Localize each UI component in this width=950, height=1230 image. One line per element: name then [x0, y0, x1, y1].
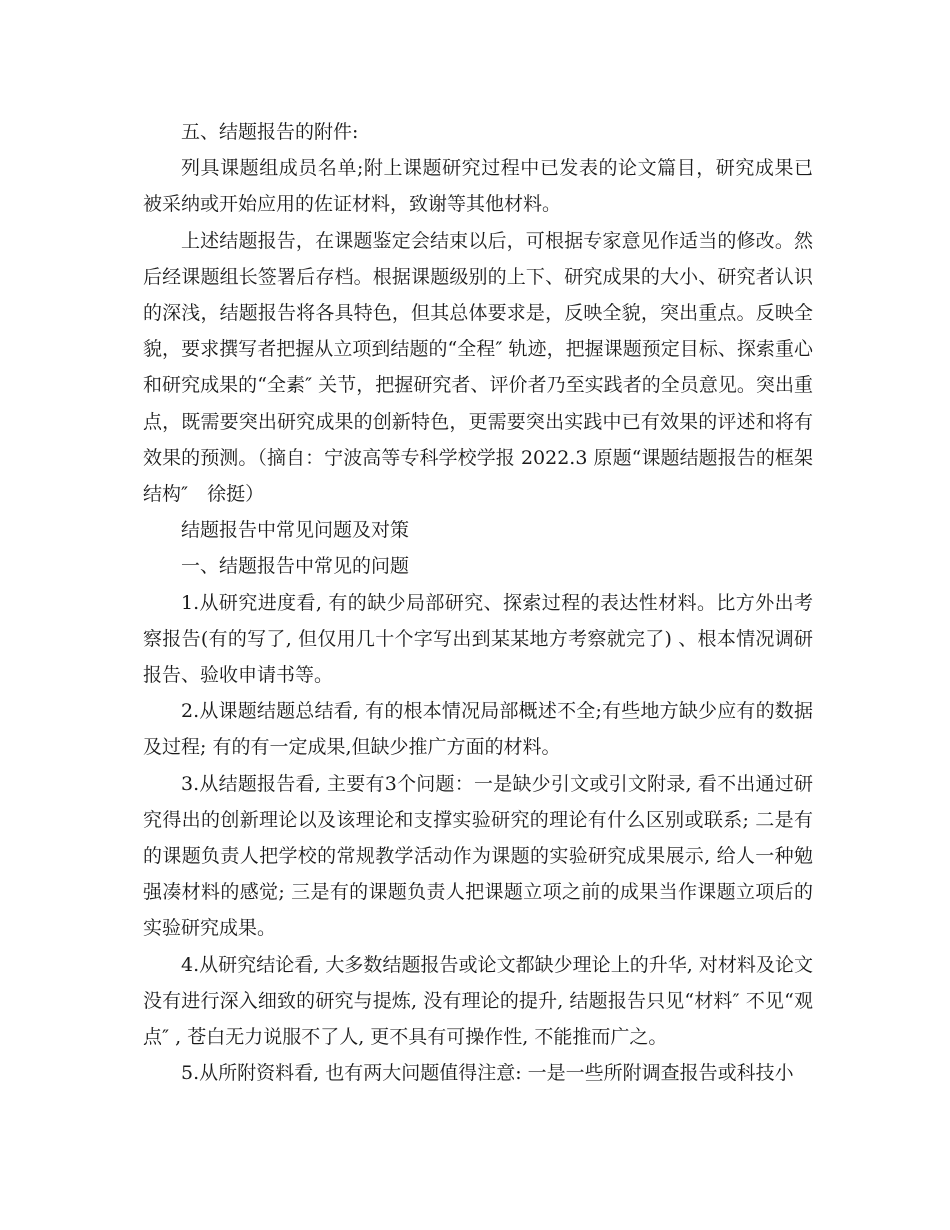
paragraph-report-requirements: 上述结题报告，在课题鉴定会结束以后，可根据专家意见作适当的修改。然后经课题组长签署后存档。根据课题级别的上下、研究成果的大小、研究者认识的深浅，结题报告将各具特色，但其总体要求是，反映全貌，突出重点。反映全貌，要求撰写者把握从立项到结题的“全程″ 轨迹，把握课题预定目标、探索重心和研究成果的“全素″ 关节，把握研究者、评价者乃至实践者的全员意见。突出重点，既需要突出研究成果的创新特色，更需要突出实践中已有效果的评述和将有效果的预测。（摘自：宁波高等专科学校学报 2022.3 原题“课题结题报告的框架结构″ 徐挺） — [143, 229, 813, 506]
list-item-summary: 2.从课题结题总结看, 有的根本情况局部概述不全;有些地方缺少应有的数据及过程; 有的有一定成果,但缺少推广方面的材料。 — [143, 700, 813, 759]
document-body — [143, 114, 813, 1091]
paragraph-attachments-list: 列具课题组成员名单;附上课题研究过程中已发表的论文篇目，研究成果已被采纳或开始应用的佐证材料，致谢等其他材料。 — [143, 157, 813, 216]
section-heading-common-problems: 结题报告中常见问题及对策 — [181, 519, 410, 542]
list-item-report-issues: 3.从结题报告看, 主要有3个问题：一是缺少引文或引文附录, 看不出通过研究得出的创新理论以及该理论和支撑实验研究的理论有什么区别或联系; 二是有的课题负责人把学校的常规教学活动作为课题的实验研究成果展示, 给人一种勉强凑材料的感觉; 三是有的课题负责人把课题立项之前的成果当作课题立项后的实验研究成果。 — [143, 772, 813, 940]
list-item-attached-materials: 5.从所附资料看, 也有两大问题值得注意: 一是一些所附调查报告或科技小 — [181, 1062, 794, 1085]
section-heading-attachments: 五、结题报告的附件: — [181, 121, 359, 143]
list-item-research-progress: 1.从研究进度看, 有的缺少局部研究、探索过程的表达性材料。比方外出考察报告(有的写了, 但仅用几十个字写出到某某地方考察就完了) 、根本情况调研报告、验收申请书等。 — [143, 591, 813, 687]
subsection-heading-problems: 一、结题报告中常见的问题 — [181, 555, 410, 578]
list-item-conclusions: 4.从研究结论看, 大多数结题报告或论文都缺少理论上的升华, 对材料及论文没有进行深入细致的研究与提炼, 没有理论的提升, 结题报告只见“材料″ 不见“观点″ , 苍白无力说服不了人, 更不具有可操作性, 不能推而广之。 — [143, 953, 813, 1049]
